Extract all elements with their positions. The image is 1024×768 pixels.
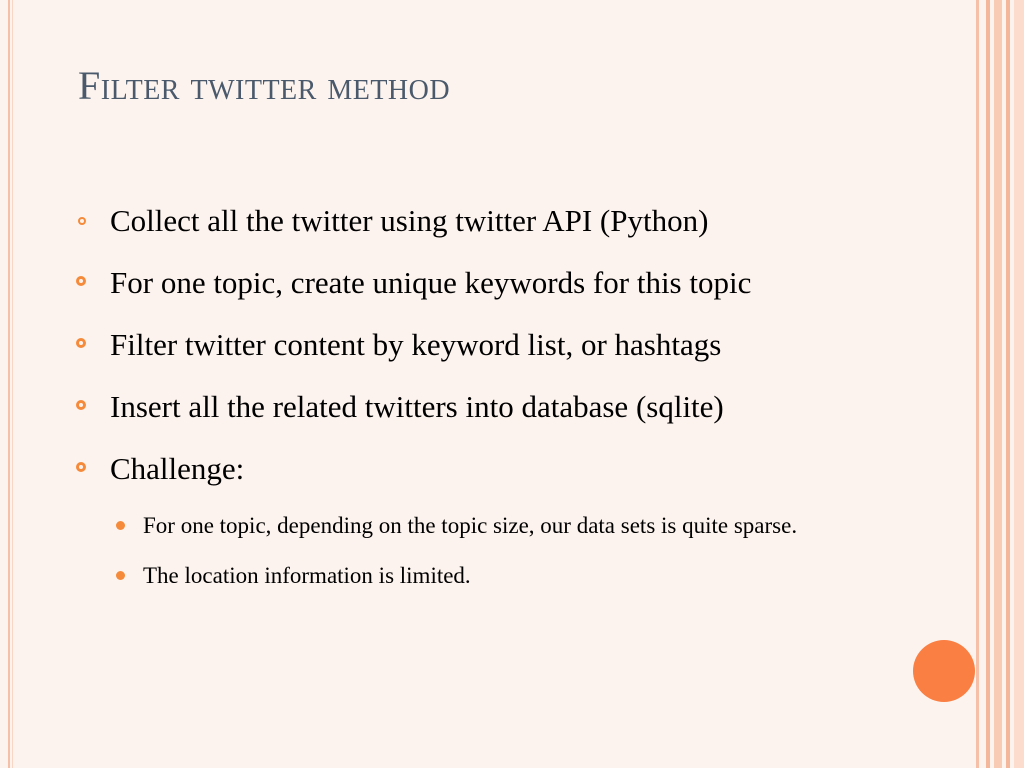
bullet-ring-icon <box>76 462 86 472</box>
slide-title: Filter twitter method <box>78 63 451 108</box>
bullet-ring-icon <box>78 217 86 225</box>
orange-circle-icon <box>913 640 975 702</box>
right-decor-bands <box>976 0 1024 768</box>
bullet-text: Challenge: <box>110 451 245 486</box>
bullet-text: Filter twitter content by keyword list, or hashtags <box>110 327 722 362</box>
list-item <box>72 376 952 438</box>
list-item <box>72 190 952 252</box>
bullet-text: Collect all the twitter using twitter API (Python) <box>110 203 709 238</box>
decor-band <box>1006 0 1010 768</box>
decor-band <box>994 0 1002 768</box>
sub-list-item <box>72 552 952 600</box>
decor-band <box>1014 0 1024 768</box>
bullet-text: Insert all the related twitters into database (sqlite) <box>110 389 724 424</box>
bullet-list <box>72 190 952 600</box>
frame-line-left <box>8 0 10 768</box>
bullet-ring-icon <box>76 400 86 410</box>
sub-bullet-text: For one topic, depending on the topic size, our data sets is quite sparse. <box>143 513 798 538</box>
decor-band <box>986 0 990 768</box>
decor-band <box>976 0 979 768</box>
sub-list-item <box>72 502 952 550</box>
sub-bullet-text: The location information is limited. <box>143 563 471 588</box>
bullet-dot-icon <box>116 571 125 580</box>
bullet-dot-icon <box>116 521 125 530</box>
bullet-text: For one topic, create unique keywords for this topic <box>110 265 752 300</box>
list-item <box>72 438 952 500</box>
frame-line-inner-left <box>12 0 13 768</box>
list-item <box>72 252 952 314</box>
bullet-ring-icon <box>76 338 86 348</box>
list-item <box>72 314 952 376</box>
bullet-ring-icon <box>76 276 86 286</box>
